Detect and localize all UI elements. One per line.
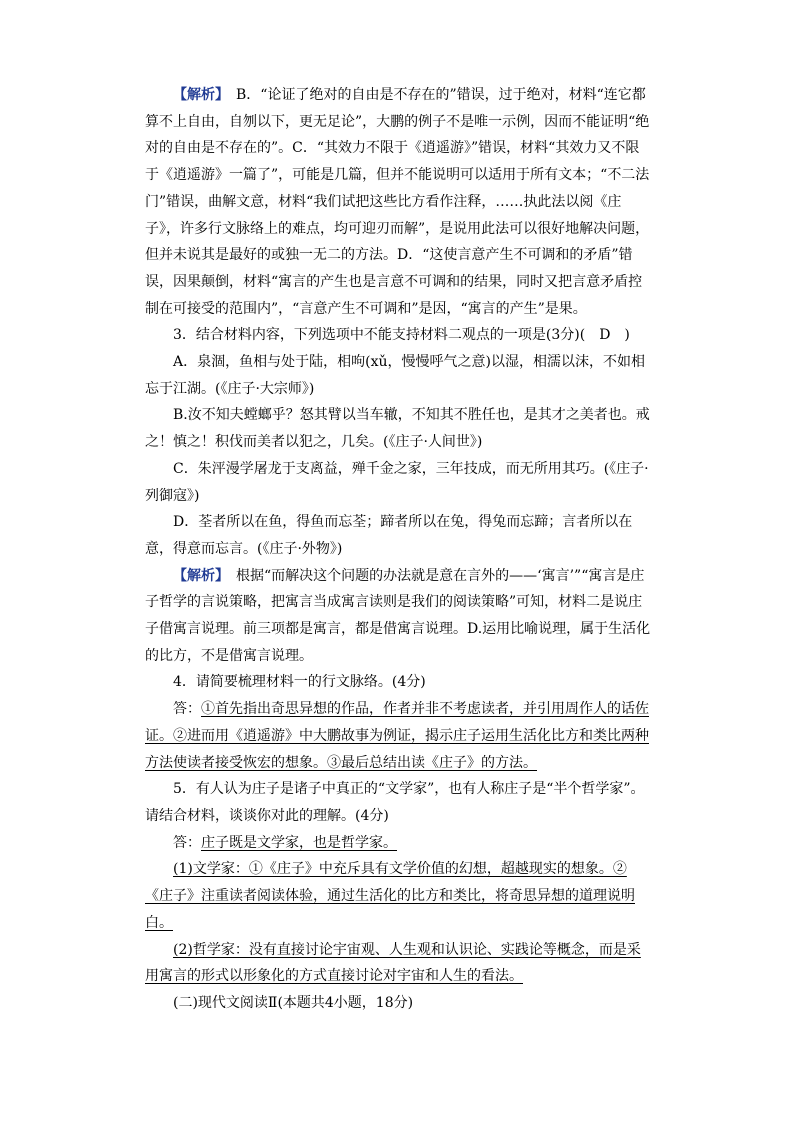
q3-analysis-text: 根据“而解决这个问题的办法就是意在言外的——‘寓言’”“寓言是庄子哲学的言说策略，把寓言当成寓言读则是我们的阅读策略”可知，材料二是说庄子借寓言说理。前三项都是寓言，都是借寓言说理。D.运用比喻说理，属于生活化的比方，不是借寓言说理。	[145, 567, 651, 664]
q3-option-c: C．朱泙漫学屠龙于支离益，殚千金之家，三年技成，而无所用其巧。(《庄子·列御寇》)	[145, 460, 649, 504]
q4-answer-text: ①首先指出奇思异想的作品，作者并非不考虑读者，并引用周作人的话佐证。②进而用《逍遥游》中大鹏故事为例证，揭示庄子运用生活化比方和类比两种方法使读者接受恢宏的想象。③最后总结出读《庄子》的方法。	[145, 701, 649, 771]
q3-option-d: D．荃者所以在鱼，得鱼而忘荃；蹄者所以在兔，得兔而忘蹄；言者所以在意，得意而忘言。(《庄子·外物》)	[145, 514, 633, 557]
answer-prefix: 答：	[173, 834, 201, 851]
analysis-tag: 【解析】	[173, 87, 222, 103]
q5-answer-lead: 庄子既是文学家，也是哲学家。	[201, 834, 397, 851]
document-body	[145, 82, 652, 1017]
q2-analysis-paragraph	[145, 82, 652, 322]
q5-point-1-text: (1)文学家：①《庄子》中充斥具有文学价值的幻想，超越现实的想象。②《庄子》注重读者阅读体验，通过生活化的比方和类比，将奇思异想的道理说明白。	[145, 861, 635, 931]
q5-point-2	[145, 937, 652, 990]
section-heading: (二)现代文阅读Ⅱ(本题共4小题，18分)	[173, 994, 414, 1011]
q3-option-b: B.汝不知夫螳螂乎？怒其臂以当车辙，不知其不胜任也，是其才之美者也。戒之！慎之！积伐而美者以犯之，几矣。(《庄子·人间世》)	[145, 407, 650, 451]
q4-answer	[145, 696, 652, 776]
q5-stem: 5．有人认为庄子是诸子中真正的“文学家”，也有人称庄子是“半个哲学家”。请结合材料，谈谈你对此的理解。(4分)	[145, 781, 645, 824]
q3-analysis-paragraph	[145, 563, 652, 670]
answer-prefix: 答：	[173, 701, 201, 718]
q5-answer	[145, 830, 652, 857]
q5-point-2-text: (2)哲学家：没有直接讨论宇宙观、人生观和认识论、实践论等概念，而是采用寓言的形式以形象化的方式直接讨论对宇宙和人生的看法。	[145, 941, 641, 985]
q3-option-a: A．泉涸，鱼相与处于陆，相呴(xǔ，慢慢呼气之意)以湿，相濡以沫，不如相忘于江湖。(《庄子·大宗师》)	[145, 354, 645, 397]
q3-stem: 3．结合材料内容，下列选项中不能支持材料二观点的一项是(3分)( D )	[173, 327, 630, 344]
q5-point-1	[145, 856, 652, 936]
q4-stem: 4．请简要梳理材料一的行文脉络。(4分)	[173, 674, 426, 691]
analysis-tag: 【解析】	[173, 567, 222, 584]
q2-analysis-text: B．“论证了绝对的自由是不存在的”错误，过于绝对，材料“连它都算不上自由，自刎以下，更无足论”，大鹏的例子不是唯一示例，因而不能证明“绝对的自由是不存在的”。C．“其效力不限于《逍遥游》”错误，材料“其效力又不限于《逍遥游》一篇了”，可能是几篇，但并不能说明可以适用于所有文本；“不二法门”错误，曲解文意，材料“我们试把这些比方看作注释，……执此法以阅《庄子》，许多行文脉络上的难点，均可迎刃而解”，是说用此法可以很好地解决问题，但并未说其是最好的或独一无二的方法。D．“这使言意产生不可调和的矛盾”错误，因果颠倒，材料“寓言的产生也是言意不可调和的结果，同时又把言意矛盾控制在可接受的范围内”，“言意产生不可调和”是因，“寓言的产生”是果。	[145, 87, 650, 317]
